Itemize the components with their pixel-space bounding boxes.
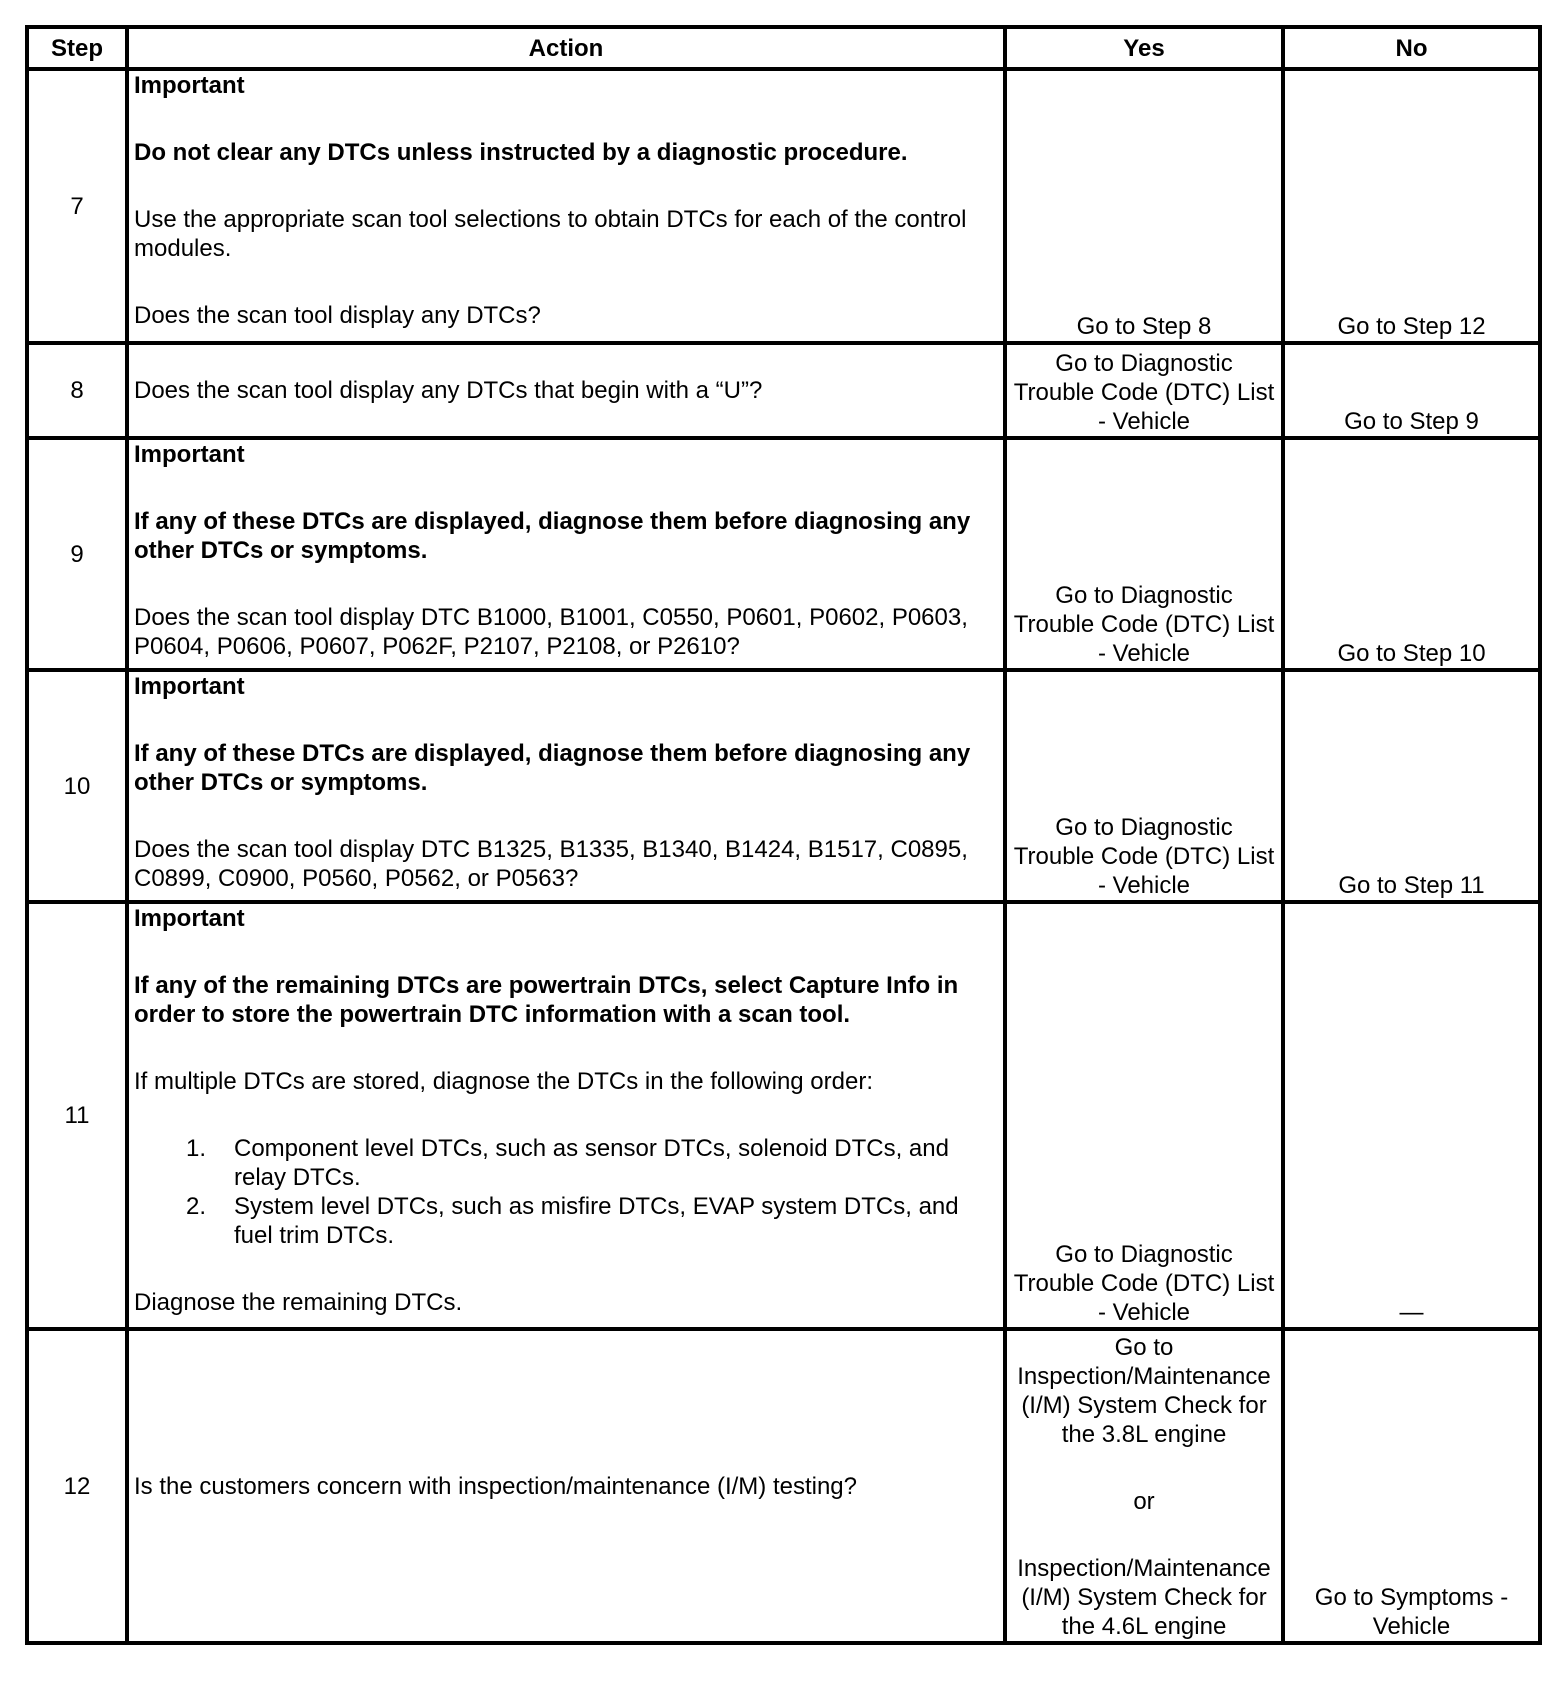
action-cell [127, 670, 1005, 902]
action-cell [127, 343, 1005, 438]
list-item [134, 1134, 998, 1192]
header-yes: Yes [1005, 27, 1283, 69]
action-cell [127, 902, 1005, 1329]
action-instruction: If multiple DTCs are stored, diagnose the DTCs in the following order: [134, 1068, 873, 1095]
yes-result[interactable]: Go to Diagnostic Trouble Code (DTC) List - Vehicle [1005, 438, 1283, 670]
no-result[interactable]: Go to Step 10 [1283, 438, 1540, 670]
action-question: Diagnose the remaining DTCs. [134, 1289, 463, 1316]
table-row-step-12 [27, 1329, 1540, 1643]
action-question: Does the scan tool display DTC B1000, B1001, C0550, P0601, P0602, P0603, P0604, P0606, P0607, P062F, P2107, P2108, or P2610? [134, 604, 968, 660]
yes-option-3-8l[interactable]: Go to Inspection/Maintenance (I/M) System Check for the 3.8L engine [1017, 1334, 1271, 1448]
important-label: Important [134, 673, 245, 700]
step-number: 11 [27, 902, 127, 1329]
action-question: Does the scan tool display any DTCs? [134, 302, 541, 329]
important-note: Do not clear any DTCs unless instructed by a diagnostic procedure. [134, 139, 908, 166]
important-label: Important [134, 905, 245, 932]
action-cell [127, 438, 1005, 670]
step-number: 10 [27, 670, 127, 902]
important-note: If any of these DTCs are displayed, diagnose them before diagnosing any other DTCs or symptoms. [134, 508, 971, 564]
header-action: Action [127, 27, 1005, 69]
important-note: If any of these DTCs are displayed, diagnose them before diagnosing any other DTCs or symptoms. [134, 740, 971, 796]
no-result[interactable]: Go to Step 9 [1283, 343, 1540, 438]
yes-result[interactable]: Go to Diagnostic Trouble Code (DTC) List - Vehicle [1005, 670, 1283, 902]
yes-result[interactable]: Go to Step 8 [1005, 69, 1283, 343]
yes-result[interactable]: Go to Diagnostic Trouble Code (DTC) List - Vehicle [1005, 902, 1283, 1329]
table-row-step-7 [27, 69, 1540, 343]
no-result[interactable]: Go to Step 12 [1283, 69, 1540, 343]
no-result[interactable]: Go to Step 11 [1283, 670, 1540, 902]
list-item [134, 1192, 998, 1250]
action-question: Is the customers concern with inspection/maintenance (I/M) testing? [134, 1472, 857, 1500]
list-item-number: 1. [185, 1135, 206, 1162]
important-label: Important [134, 441, 245, 468]
important-label: Important [134, 72, 245, 99]
diagnostic-procedure-table [25, 25, 1542, 1645]
step-number: 7 [27, 69, 127, 343]
action-cell [127, 69, 1005, 343]
dtc-order-list [134, 1134, 998, 1250]
header-step: Step [27, 27, 127, 69]
no-result: — [1283, 902, 1540, 1329]
no-result[interactable]: Go to Symptoms - Vehicle [1283, 1329, 1540, 1643]
action-cell [127, 1329, 1005, 1643]
yes-result [1005, 1329, 1283, 1643]
yes-or-separator: or [1133, 1488, 1155, 1515]
step-number: 9 [27, 438, 127, 670]
action-question: Does the scan tool display DTC B1325, B1335, B1340, B1424, B1517, C0895, C0899, C0900, P0560, P0562, or P0563? [134, 836, 968, 892]
table-row-step-11 [27, 902, 1540, 1329]
table-row-step-10 [27, 670, 1540, 902]
action-question: Does the scan tool display any DTCs that begin with a “U”? [134, 377, 763, 404]
table-row-step-9 [27, 438, 1540, 670]
header-row [27, 27, 1540, 69]
step-number: 12 [27, 1329, 127, 1643]
list-item-text: System level DTCs, such as misfire DTCs, EVAP system DTCs, and fuel trim DTCs. [234, 1193, 959, 1249]
list-item-text: Component level DTCs, such as sensor DTCs, solenoid DTCs, and relay DTCs. [234, 1135, 949, 1191]
table-row-step-8 [27, 343, 1540, 438]
important-note: If any of the remaining DTCs are powertrain DTCs, select Capture Info in order to store the powertrain DTC information with a scan tool. [134, 972, 959, 1028]
step-number: 8 [27, 343, 127, 438]
yes-option-4-6l[interactable]: Inspection/Maintenance (I/M) System Check for the 4.6L engine [1017, 1555, 1271, 1640]
action-instruction: Use the appropriate scan tool selections to obtain DTCs for each of the control modules. [134, 206, 967, 262]
header-no: No [1283, 27, 1540, 69]
list-item-number: 2. [185, 1193, 206, 1220]
yes-result[interactable]: Go to Diagnostic Trouble Code (DTC) List - Vehicle [1005, 343, 1283, 438]
